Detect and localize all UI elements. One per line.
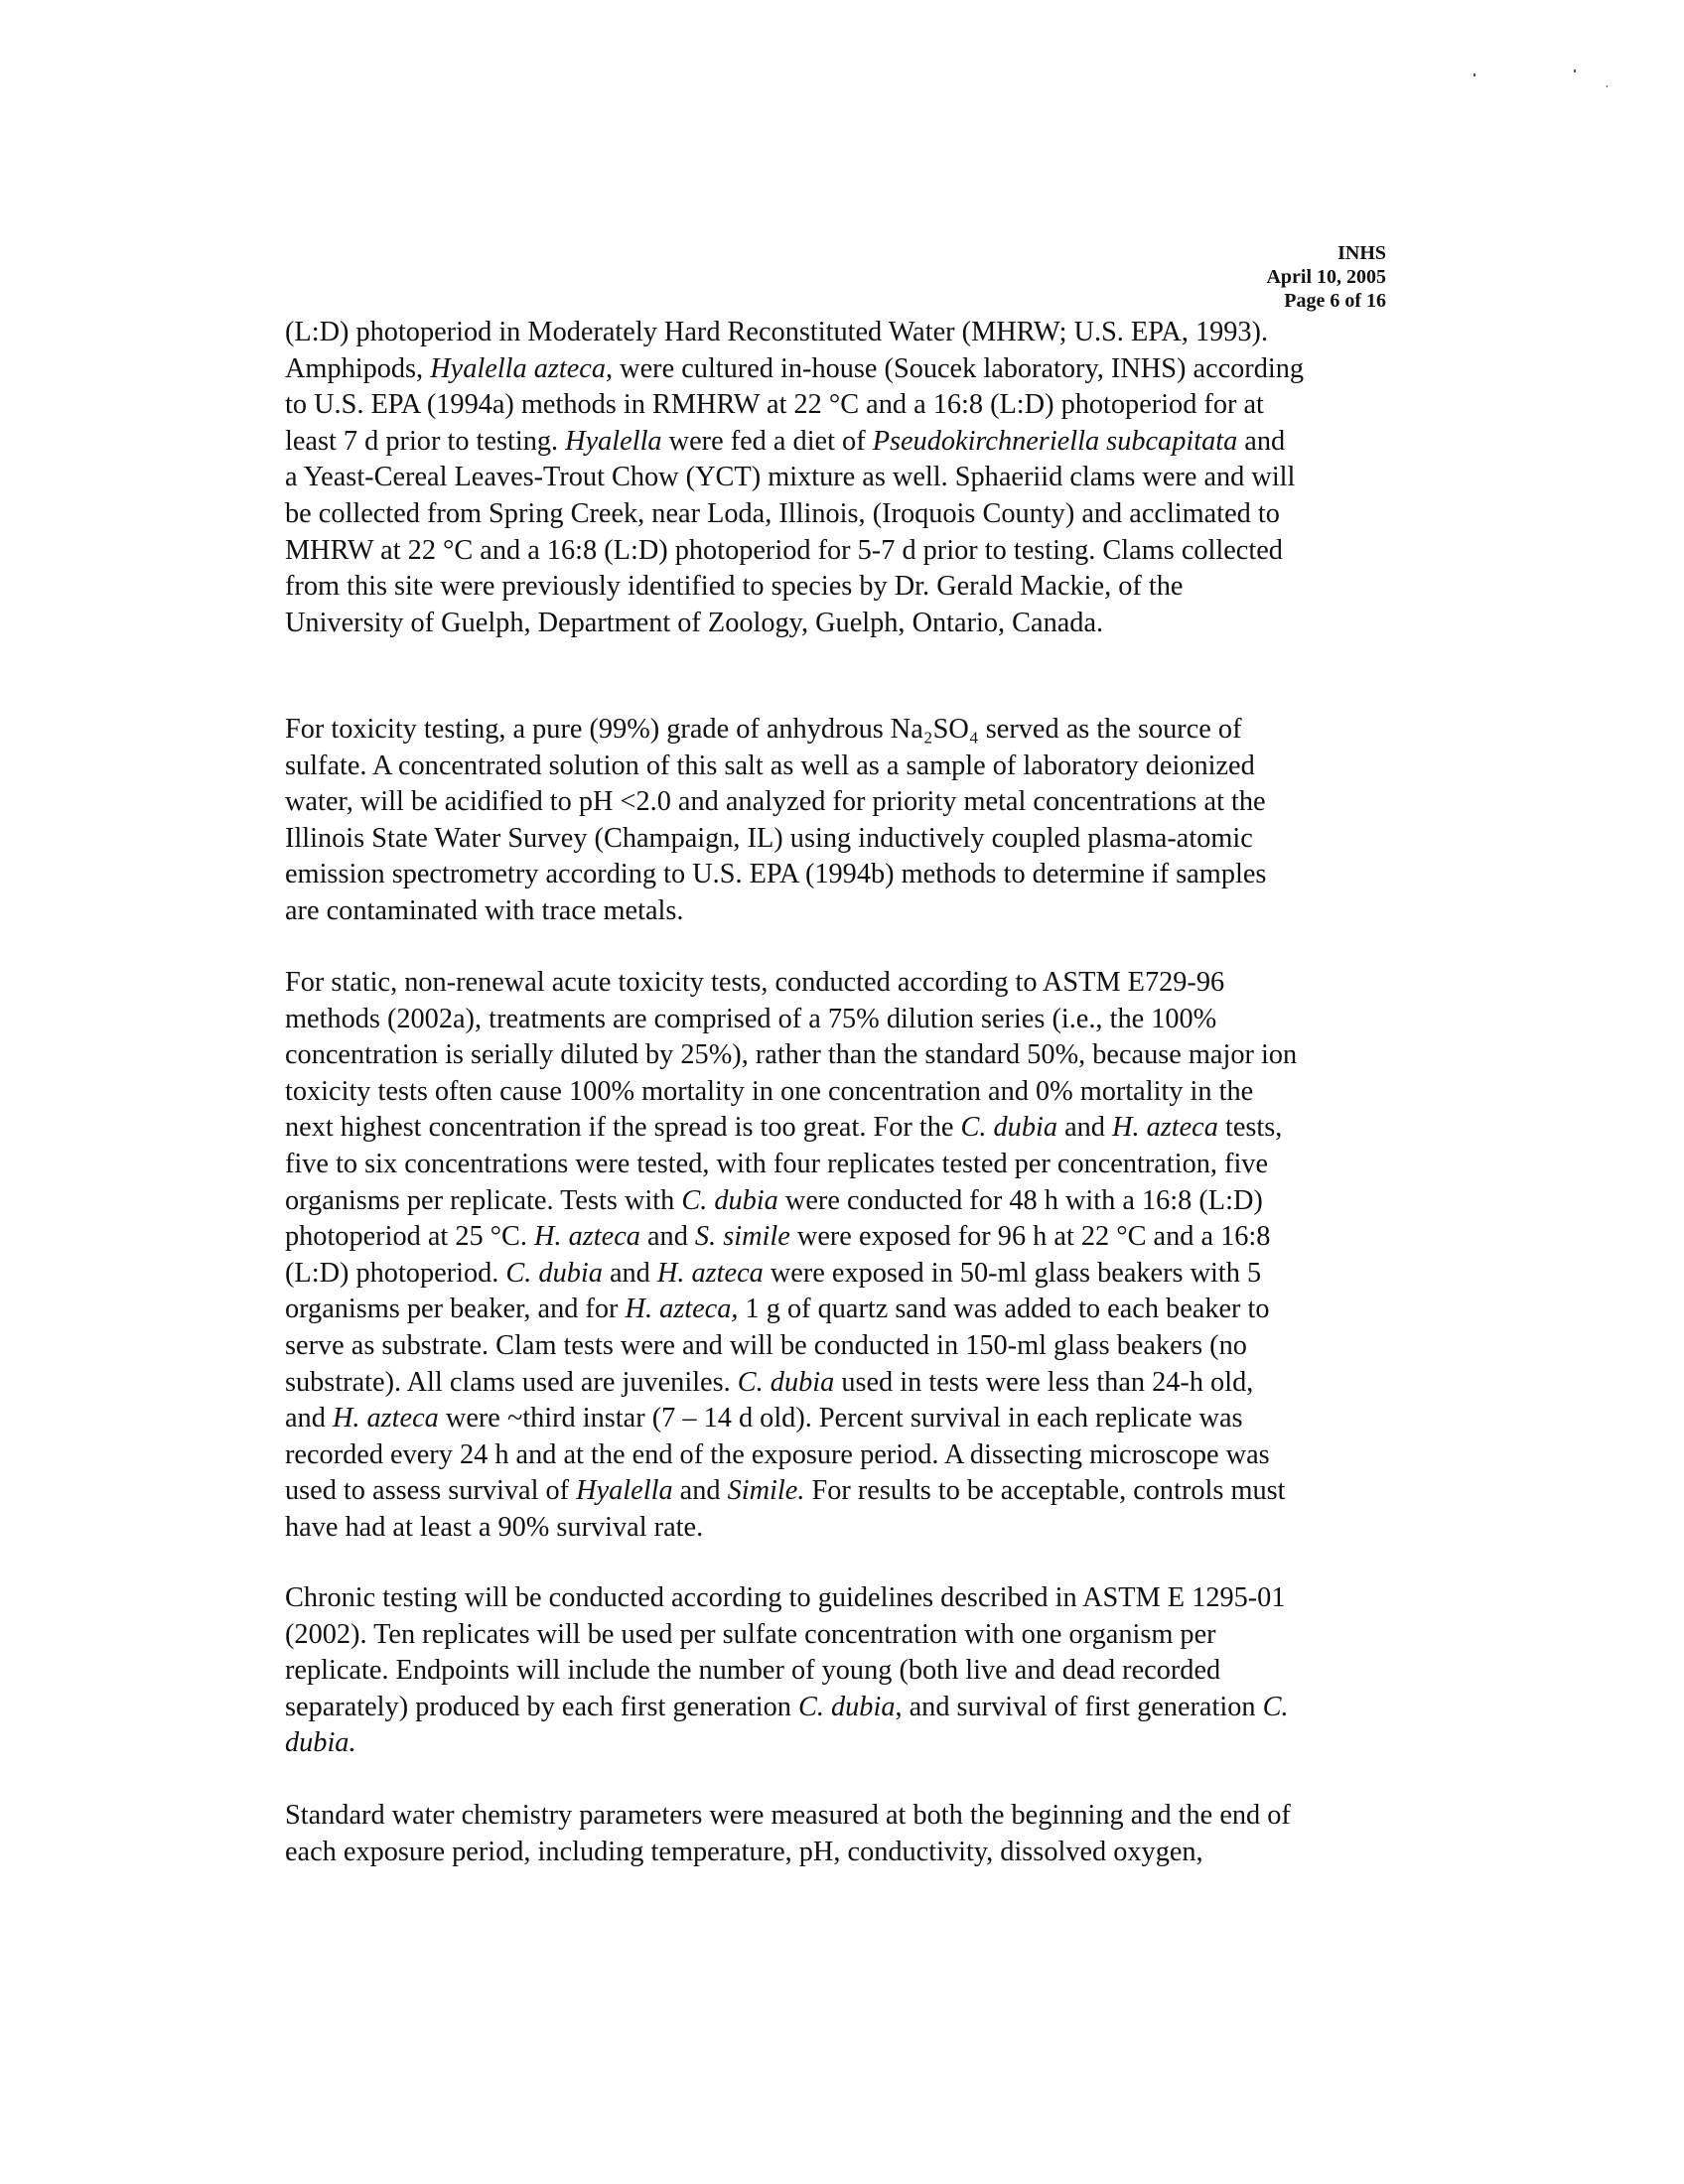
italic-text: Simile. bbox=[727, 1475, 805, 1507]
text-line bbox=[285, 1365, 1395, 1402]
scan-speck bbox=[1574, 69, 1576, 72]
text-segment: sulfate. A concentrated solution of this salt as well as a sample of laboratory deionized bbox=[285, 750, 1255, 781]
text-line bbox=[285, 569, 1395, 606]
text-segment: photoperiod at 25 °C. bbox=[285, 1221, 535, 1253]
text-segment: , were cultured in-house (Soucek laboratory, INHS) according bbox=[606, 352, 1305, 384]
text-segment: serve as substrate. Clam tests were and will be conducted in 150-ml glass beakers (no bbox=[285, 1329, 1247, 1361]
text-segment: 1 g of quartz sand was added to each beaker to bbox=[738, 1294, 1270, 1325]
text-segment: organisms per beaker, and for bbox=[285, 1294, 626, 1325]
italic-text: C. dubia bbox=[960, 1112, 1057, 1144]
text-segment: organisms per replicate. Tests with bbox=[285, 1184, 682, 1216]
italic-text: H. azteca bbox=[1112, 1112, 1218, 1144]
text-line bbox=[285, 1219, 1395, 1256]
italic-text: H. azteca bbox=[534, 1221, 640, 1253]
text-line bbox=[285, 1835, 1395, 1871]
text-segment: have had at least a 90% survival rate. bbox=[285, 1511, 704, 1543]
text-segment: each exposure period, including temperature, pH, conductivity, dissolved oxygen, bbox=[285, 1836, 1203, 1867]
italic-text: Pseudokirchneriella subcapitata bbox=[872, 425, 1238, 457]
text-segment: For static, non-renewal acute toxicity tests, conducted according to ASTM E729-96 bbox=[285, 967, 1225, 998]
text-segment: and bbox=[639, 1221, 695, 1253]
paragraph-organisms bbox=[285, 315, 1395, 641]
text-line bbox=[285, 351, 1395, 388]
text-segment: are contaminated with trace metals. bbox=[285, 894, 684, 926]
italic-text: S. simile bbox=[694, 1221, 790, 1253]
text-segment: Standard water chemistry parameters were measured at both the beginning and the end of bbox=[285, 1800, 1291, 1831]
text-segment: were conducted for 48 h with a 16:8 (L:D) bbox=[777, 1184, 1263, 1216]
text-line bbox=[285, 1002, 1395, 1038]
italic-text: C. dubia bbox=[505, 1257, 603, 1289]
italic-text: H. azteca bbox=[332, 1403, 439, 1434]
text-segment: For results to be acceptable, controls must bbox=[804, 1475, 1286, 1507]
italic-text: Hyalella azteca bbox=[430, 352, 607, 384]
text-segment: emission spectrometry according to U.S. EPA (1994b) methods to determine if samples bbox=[285, 859, 1267, 890]
text-line bbox=[285, 1037, 1395, 1074]
italic-text: H. azteca bbox=[656, 1257, 764, 1289]
text-line bbox=[285, 821, 1395, 858]
text-segment: recorded every 24 h and at the end of the exposure period. A dissecting microscope was bbox=[285, 1438, 1270, 1470]
text-segment: concentration is serially diluted by 25%), rather than the standard 50%, because major ion bbox=[285, 1039, 1298, 1071]
text-line bbox=[285, 1256, 1395, 1293]
text-segment: , and survival of first generation bbox=[895, 1691, 1263, 1722]
text-segment: separately) produced by each first generation bbox=[285, 1691, 798, 1722]
paragraph-water-chemistry bbox=[285, 1798, 1395, 1870]
text-segment: Illinois State Water Survey (Champaign, IL) using inductively coupled plasma-atomic bbox=[285, 822, 1253, 854]
text-line bbox=[285, 1580, 1395, 1617]
paragraph-sulfate-source bbox=[285, 712, 1395, 930]
text-segment: from this site were previously identified to species by Dr. Gerald Mackie, of the bbox=[285, 571, 1184, 603]
text-segment: least 7 d prior to testing. bbox=[285, 425, 566, 457]
text-line bbox=[285, 1147, 1395, 1183]
text-line bbox=[285, 1510, 1395, 1547]
text-line bbox=[285, 1653, 1395, 1690]
text-segment: and bbox=[672, 1475, 728, 1507]
text-segment: were fed a diet of bbox=[661, 425, 873, 457]
text-segment: For toxicity testing, a pure (99%) grade of anhydrous Na₂SO₄ served as the source of bbox=[285, 714, 1242, 745]
paragraph-chronic-testing bbox=[285, 1580, 1395, 1762]
text-segment: next highest concentration if the spread is too great. For the bbox=[285, 1112, 961, 1144]
text-segment: methods (2002a), treatments are comprised of a 75% dilution series (i.e., the 100% bbox=[285, 1003, 1217, 1034]
text-line bbox=[285, 606, 1395, 642]
text-line bbox=[285, 1690, 1395, 1726]
text-line bbox=[285, 749, 1395, 785]
text-segment: Chronic testing will be conducted according to guidelines described in ASTM E 1295-01 bbox=[285, 1582, 1286, 1613]
text-line bbox=[285, 387, 1395, 424]
text-line bbox=[285, 857, 1395, 893]
text-segment: be collected from Spring Creek, near Loda, Illinois, (Iroquois County) and acclimated to bbox=[285, 497, 1280, 529]
text-line bbox=[285, 1292, 1395, 1328]
scan-speck bbox=[1607, 85, 1608, 87]
text-segment: substrate). All clams used are juveniles. bbox=[285, 1366, 738, 1398]
text-line bbox=[285, 1725, 1395, 1762]
text-segment: were exposed for 96 h at 22 °C and a 16:8 bbox=[789, 1221, 1271, 1253]
text-line bbox=[285, 1798, 1395, 1835]
text-line bbox=[285, 1183, 1395, 1220]
text-segment: (L:D) photoperiod in Moderately Hard Reconstituted Water (MHRW; U.S. EPA, 1993). bbox=[285, 317, 1269, 347]
text-segment: Amphipods, bbox=[285, 352, 431, 384]
text-line bbox=[285, 315, 1395, 351]
header-page-number: Page 6 of 16 bbox=[1284, 290, 1386, 312]
text-segment: and bbox=[285, 1403, 333, 1434]
page-header bbox=[1266, 241, 1386, 313]
text-segment: toxicity tests often cause 100% mortality in one concentration and 0% mortality in the bbox=[285, 1075, 1254, 1107]
italic-text: Hyalella bbox=[576, 1475, 673, 1507]
text-line bbox=[285, 1074, 1395, 1111]
text-segment: five to six concentrations were tested, with four replicates tested per concentration, five bbox=[285, 1148, 1269, 1179]
italic-text: H. azteca, bbox=[625, 1294, 739, 1325]
text-line bbox=[285, 496, 1395, 533]
text-segment: (L:D) photoperiod. bbox=[285, 1257, 506, 1289]
text-segment: used to assess survival of bbox=[285, 1475, 577, 1507]
text-line bbox=[285, 712, 1395, 749]
text-line bbox=[285, 1437, 1395, 1474]
text-line bbox=[285, 533, 1395, 570]
text-line bbox=[285, 965, 1395, 1002]
text-segment: (2002). Ten replicates will be used per sulfate concentration with one organism per bbox=[285, 1618, 1216, 1650]
text-segment: tests, bbox=[1217, 1112, 1283, 1144]
text-line bbox=[285, 1401, 1395, 1437]
text-segment: to U.S. EPA (1994a) methods in RMHRW at 22 °C and a 16:8 (L:D) photoperiod for at bbox=[285, 389, 1264, 421]
header-org: INHS bbox=[1337, 242, 1386, 264]
text-segment: and bbox=[1057, 1112, 1113, 1144]
italic-text: Hyalella bbox=[565, 425, 662, 457]
text-line bbox=[285, 1328, 1395, 1365]
text-line bbox=[285, 893, 1395, 930]
text-segment: were exposed in 50-ml glass beakers with 5 bbox=[763, 1257, 1262, 1289]
text-segment: used in tests were less than 24-h old, bbox=[834, 1366, 1254, 1398]
text-line bbox=[285, 1617, 1395, 1654]
text-line bbox=[285, 460, 1395, 496]
text-segment: and bbox=[602, 1257, 657, 1289]
text-line bbox=[285, 1473, 1395, 1510]
italic-text: C. dubia bbox=[737, 1366, 835, 1398]
header-date: April 10, 2005 bbox=[1266, 266, 1386, 288]
text-segment: and bbox=[1237, 425, 1286, 457]
text-segment: a Yeast-Cereal Leaves-Trout Chow (YCT) mixture as well. Sphaeriid clams were and will bbox=[285, 462, 1296, 493]
text-line bbox=[285, 784, 1395, 821]
text-line bbox=[285, 1110, 1395, 1147]
italic-text: dubia. bbox=[285, 1727, 356, 1759]
text-segment: were ~third instar (7 – 14 d old). Percent survival in each replicate was bbox=[438, 1403, 1243, 1434]
scan-speck bbox=[1474, 73, 1475, 76]
text-segment: water, will be acidified to pH <2.0 and analyzed for priority metal concentrations at the bbox=[285, 786, 1266, 818]
italic-text: C. dubia bbox=[681, 1184, 778, 1216]
text-segment: University of Guelph, Department of Zoology, Guelph, Ontario, Canada. bbox=[285, 607, 1104, 638]
text-line bbox=[285, 424, 1395, 461]
paragraph-acute-toxicity bbox=[285, 965, 1395, 1547]
italic-text: C. dubia bbox=[797, 1691, 896, 1722]
text-segment: replicate. Endpoints will include the number of young (both live and dead recorded bbox=[285, 1655, 1221, 1687]
text-segment: MHRW at 22 °C and a 16:8 (L:D) photoperiod for 5-7 d prior to testing. Clams collected bbox=[285, 534, 1283, 566]
italic-text: C. bbox=[1262, 1691, 1289, 1722]
